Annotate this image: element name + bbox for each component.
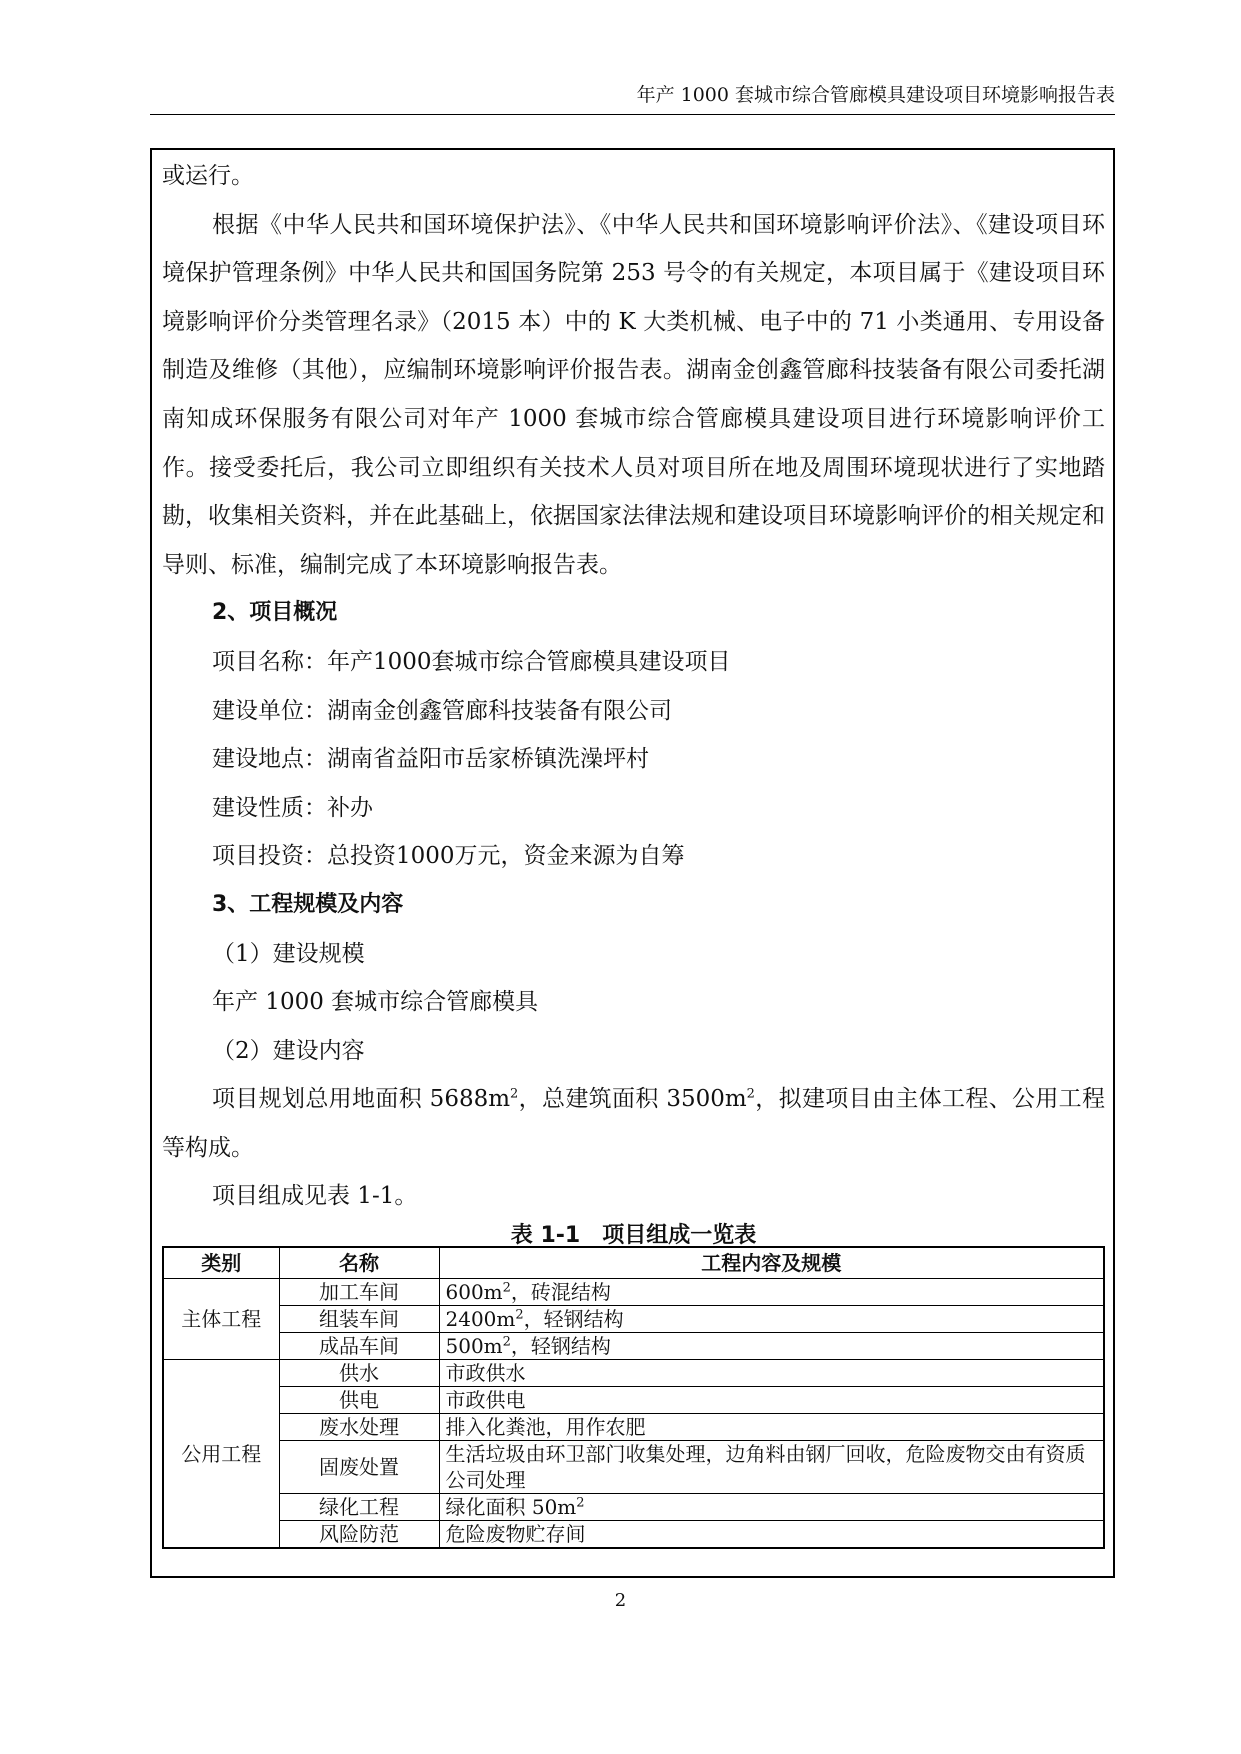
header-category: 类别 <box>163 1247 279 1279</box>
area-text-c: ，拟建项目由主体工程、公用工程等构成。 <box>162 1086 1106 1161</box>
table-row <box>163 1387 1104 1414</box>
table-row <box>163 1360 1104 1387</box>
table-row <box>163 1414 1104 1441</box>
name-cell: 风险防范 <box>279 1521 439 1549</box>
paragraph-continuation: 或运行。 <box>162 163 254 189</box>
content-cell: $2400m^2$，轻钢结构 <box>439 1306 1104 1333</box>
content-cell: 排入化粪池，用作农肥 <box>439 1414 1104 1441</box>
area-text-a: 项目规划总用地面积 5688m <box>212 1086 511 1113</box>
area-text-b: ，总建筑面积 3500m <box>518 1086 747 1113</box>
section-heading-overview: 2、项目概况 <box>212 600 338 626</box>
table-row <box>163 1441 1104 1494</box>
page-number: 2 <box>614 1590 627 1611</box>
table-header-row <box>163 1247 1104 1279</box>
paragraph-basis: 根据《中华人民共和国环境保护法》、《中华人民共和国环境影响评价法》、《建设项目环境保护管理条例》中华人民共和国国务院第 253 号令的有关规定，本项目属于《建设项目环境影响评价分类管理名录》（2015 本）中的 K 大类机械、电子中的 71 小类通用、专用设备制造及维修（其他），应编制环境影响评价报告表。湖南金创鑫管廊科技装备有限公司委托湖南知成环保服务有限公司对年产 1000 套城市综合管廊模具建设项目进行环境影响评价工作。接受委托后，我公司立即组织有关技术人员对项目所在地及周围环境现状进行了实地踏勘，收集相关资料，并在此基础上，依据国家法律法规和建设项目环境影响评价的相关规定和导则、标准，编制完成了本环境影响报告表。 <box>162 211 1105 578</box>
see-table-line: 项目组成见表 1-1。 <box>212 1183 418 1210</box>
name-cell: 固废处置 <box>279 1441 439 1494</box>
scale-line: 年产 1000 套城市综合管廊模具 <box>212 989 539 1016</box>
category-cell: 公用工程 <box>163 1360 279 1549</box>
table-row <box>163 1306 1104 1333</box>
name-cell: 供电 <box>279 1387 439 1414</box>
construction-nature-line: 建设性质：补办 <box>212 794 373 821</box>
name-cell: 加工车间 <box>279 1279 439 1306</box>
area-paragraph <box>162 1075 1105 1172</box>
header-name: 名称 <box>279 1247 439 1279</box>
table-title: 表 1-1 项目组成一览表 <box>510 1223 757 1249</box>
subheading-scale: （1）建设规模 <box>212 940 365 967</box>
construction-site-line: 建设地点：湖南省益阳市岳家桥镇洗澡坪村 <box>212 746 649 773</box>
content-cell: 生活垃圾由环卫部门收集处理，边角料由钢厂回收，危险废物交由有资质公司处理 <box>439 1441 1104 1494</box>
content-cell: 市政供电 <box>439 1387 1104 1414</box>
subheading-content: （2）建设内容 <box>212 1037 365 1064</box>
table-row <box>163 1333 1104 1360</box>
content-cell: $600m^2$，砖混结构 <box>439 1279 1104 1306</box>
running-header: 年产 1000 套城市综合管廊模具建设项目环境影响报告表 <box>636 84 1115 106</box>
name-cell: 废水处理 <box>279 1414 439 1441</box>
category-cell: 主体工程 <box>163 1279 279 1360</box>
area-sup-1: 2 <box>510 1086 519 1102</box>
name-cell: 绿化工程 <box>279 1494 439 1521</box>
name-cell: 供水 <box>279 1360 439 1387</box>
header-content: 工程内容及规模 <box>439 1247 1104 1279</box>
content-cell: 危险废物贮存间 <box>439 1521 1104 1549</box>
area-sup-2: 2 <box>746 1086 755 1102</box>
investment-line: 项目投资：总投资1000万元，资金来源为自筹 <box>212 843 685 870</box>
project-name-line: 项目名称：年产1000套城市综合管廊模具建设项目 <box>212 648 731 675</box>
header-rule <box>150 114 1115 115</box>
construction-unit-line: 建设单位：湖南金创鑫管廊科技装备有限公司 <box>212 697 672 724</box>
composition-table <box>162 1246 1105 1549</box>
table-row <box>163 1279 1104 1306</box>
body-text <box>162 152 1105 1251</box>
content-cell: 市政供水 <box>439 1360 1104 1387</box>
table-row <box>163 1521 1104 1549</box>
table-row <box>163 1494 1104 1521</box>
section-heading-scale: 3、工程规模及内容 <box>212 891 404 917</box>
name-cell: 成品车间 <box>279 1333 439 1360</box>
content-cell: 绿化面积 $50m^2$ <box>439 1494 1104 1521</box>
content-box <box>150 148 1115 1578</box>
name-cell: 组装车间 <box>279 1306 439 1333</box>
content-cell: $500m^2$，轻钢结构 <box>439 1333 1104 1360</box>
